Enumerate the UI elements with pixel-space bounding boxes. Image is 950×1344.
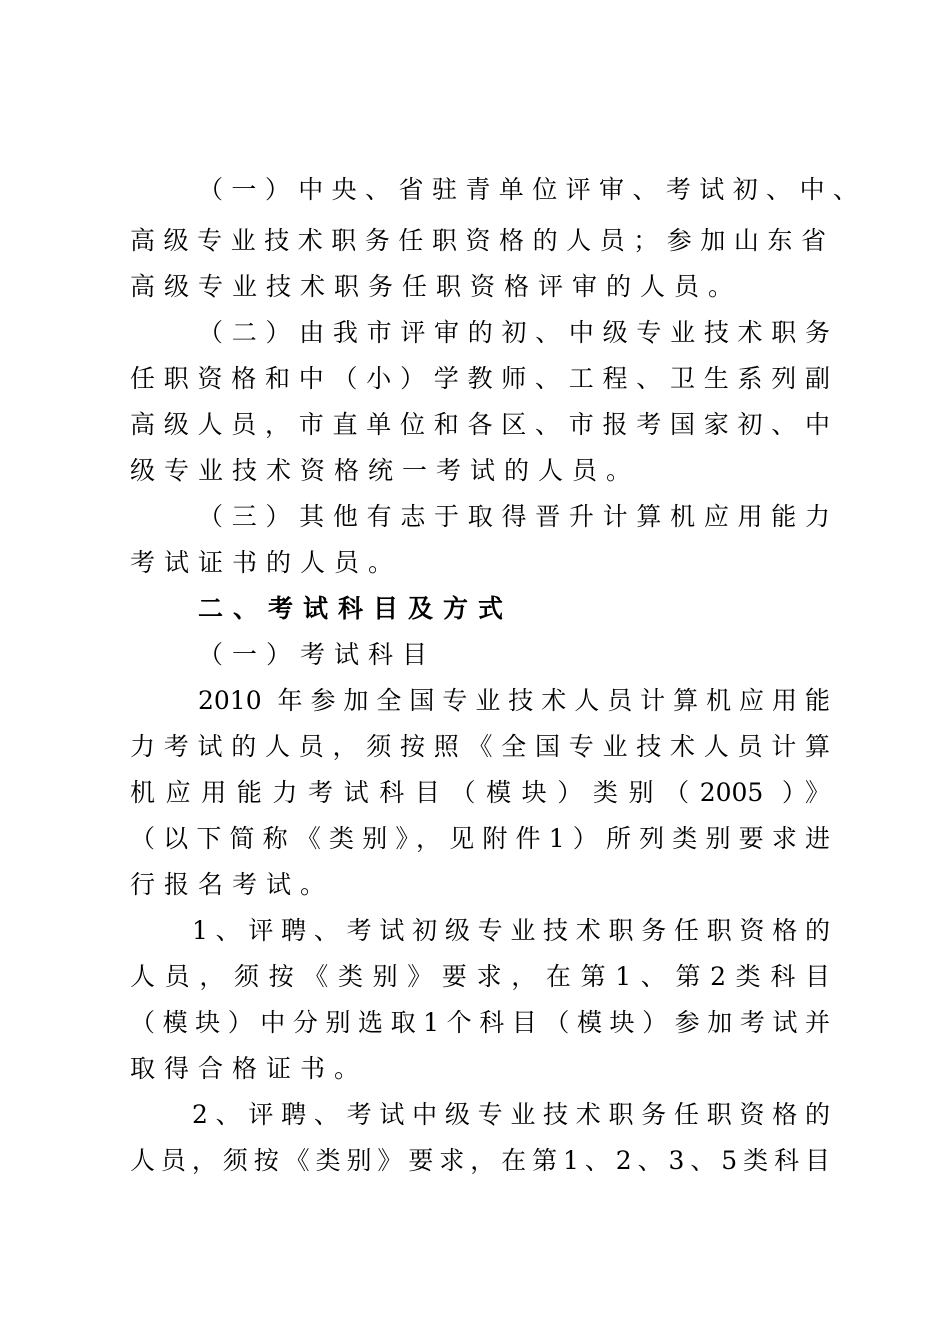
paragraph-line: 任职资格和中（小）学教师、工程、卫生系列副 bbox=[130, 364, 830, 393]
paragraph-line: （二）由我市评审的初、中级专业技术职务 bbox=[198, 318, 830, 347]
paragraph-line: 力考试的人员，须按照《全国专业技术人员计算 bbox=[130, 732, 830, 761]
paragraph-line: 取得合格证书。 bbox=[130, 1054, 369, 1083]
paragraph-line: 1、评聘、考试初级专业技术职务任职资格的 bbox=[192, 916, 830, 945]
paragraph-line: 人员，须按《类别》要求，在第1、2、3、5类科目 bbox=[130, 1146, 830, 1175]
paragraph-line: 人员，须按《类别》要求，在第1、第2类科目 bbox=[130, 962, 830, 991]
paragraph-line: 2、评聘、考试中级专业技术职务任职资格的 bbox=[192, 1100, 830, 1129]
paragraph-line: 机应用能力考试科目（模块）类别（2005 ）》 bbox=[130, 778, 830, 807]
subsection-heading: （一）考试科目 bbox=[198, 640, 437, 669]
paragraph-line: 行报名考试。 bbox=[130, 870, 335, 899]
paragraph-line: 2010 年参加全国专业技术人员计算机应用能 bbox=[198, 686, 830, 715]
paragraph-line: （模块）中分别选取1个科目（模块）参加考试并 bbox=[130, 1008, 830, 1037]
section-heading: 二、考试科目及方式 bbox=[198, 594, 514, 623]
paragraph-line: （三）其他有志于取得晋升计算机应用能力 bbox=[198, 502, 830, 531]
paragraph-line: 高级专业技术职务任职资格的人员；参加山东省 bbox=[130, 226, 826, 255]
paragraph-line: （以下简称《类别》，见附件1）所列类别要求进 bbox=[130, 824, 830, 853]
paragraph-line: （一）中央、省驻青单位评审、考试初、中、 bbox=[198, 175, 858, 204]
paragraph-line: 考试证书的人员。 bbox=[130, 548, 403, 577]
paragraph-line: 级专业技术资格统一考试的人员。 bbox=[130, 456, 641, 485]
paragraph-line: 高级人员，市直单位和各区、市报考国家初、中 bbox=[130, 410, 830, 439]
paragraph-line: 高级专业技术职务任职资格评审的人员。 bbox=[130, 272, 743, 301]
